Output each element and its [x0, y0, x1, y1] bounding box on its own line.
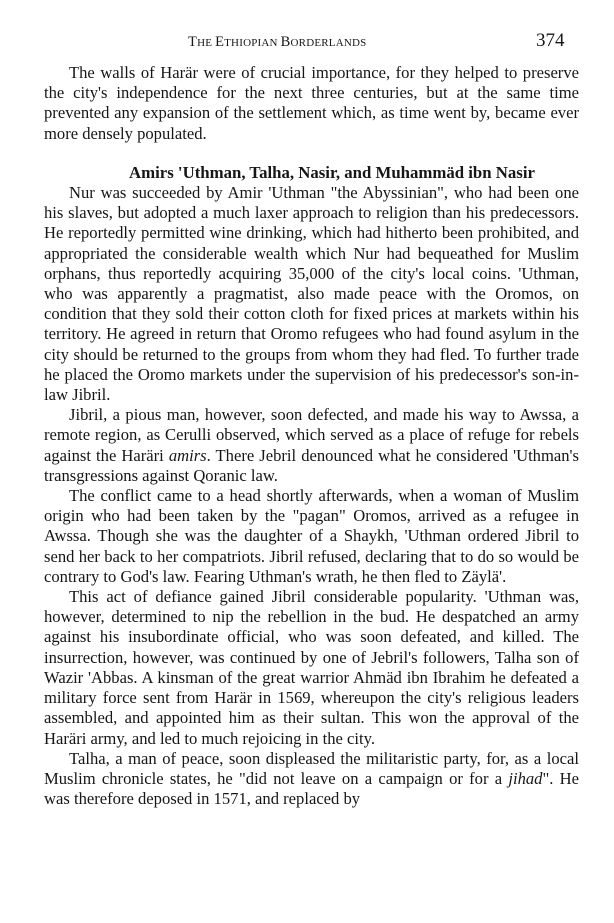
- running-head: [0, 32, 614, 56]
- paragraph-text: ". He was therefore deposed in 1571, and replaced by: [44, 768, 579, 809]
- title-smallcaps-orderlands: ORDERLANDS: [290, 37, 367, 49]
- paragraph: The conflict came to a head shortly afterwards, when a woman of Muslim origin who had been taken by the "pagan" Oromos, arrived as a refugee in Awssa. Though she was the daughter of a Shaykh, 'Uthman ordered Jibril to send her back to her compatriots. Jibril refused, declaring that to do so would be contrary to God's law. Fearing Uthman's wrath, he then fled to Zäylä'.: [44, 486, 579, 586]
- paragraph-spacer: [44, 144, 579, 163]
- paragraph-text: . There Jebril denounced what he considered 'Uthman's transgressions against Qoranic law.: [44, 445, 579, 485]
- title-initial-e: E: [215, 34, 225, 50]
- paragraph: Nur was succeeded by Amir 'Uthman "the Abyssinian", who had been one his slaves, but adopted a much laxer approach to religion than his predecessors. He reportedly permitted wine drinking, which had hitherto been prohibited, and appropriated the considerable wealth which Nur had bequeathed for Muslim orphans, thus reportedly acquiring 35,000 of the city's local coins. 'Uthman, who was apparently a pragmatist, also made peace with the Oromos, on condition that they sold their cotton cloth for fixed prices at markets within his territory. He agreed in return that Oromo refugees who had found asylum in the city should be returned to the groups from whom they had fled. To further trade he placed the Oromo markets under the supervision of his predecessor's son-in-law Jibril.: [44, 183, 579, 405]
- book-title: [188, 34, 366, 51]
- italic-term: amirs: [168, 445, 207, 465]
- paragraph: [44, 405, 579, 486]
- paragraph: The walls of Harär were of crucial importance, for they helped to preserve the city's independence for the next three centuries, but at the same time prevented any expansion of the settlement which, as time went by, became ever more densely populated.: [44, 63, 579, 143]
- section-heading: Amirs 'Uthman, Talha, Nasir, and Muhammäd ibn Nasir: [129, 162, 535, 182]
- title-smallcaps-he: HE: [197, 37, 216, 49]
- italic-term: jihad: [508, 768, 543, 788]
- paragraph-text: Talha, a man of peace, soon displeased the militaristic party, for, as a local Muslim chronicle states, he "did not leave on a campaign or for a: [44, 748, 579, 788]
- title-initial-b: B: [280, 34, 291, 50]
- page-number: 374: [536, 30, 565, 51]
- body-text: [44, 63, 579, 809]
- paragraph-text: Jibril, a pious man, however, soon defected, and made his way to Awssa, a remote region, as Cerulli observed, which served as a place of refuge for rebels against the Haräri: [44, 405, 579, 465]
- title-smallcaps-thiopian: THIOPIAN: [224, 37, 281, 49]
- paragraph: [44, 749, 579, 810]
- title-initial-t: T: [188, 34, 198, 50]
- paragraph: This act of defiance gained Jibril considerable popularity. 'Uthman was, however, determined to nip the rebellion in the bud. He despatched an army against his insubordinate official, who was soon defeated, and killed. The insurrection, however, was continued by one of Jebril's followers, Talha son of Wazir 'Abbas. A kinsman of the great warrior Ahmäd ibn Ibrahim he defeated a military force sent from Harär in 1569, whereupon the city's religious leaders assembled, and appointed him as their sultan. This won the approval of the Haräri army, and led to much rejoicing in the city.: [44, 587, 579, 748]
